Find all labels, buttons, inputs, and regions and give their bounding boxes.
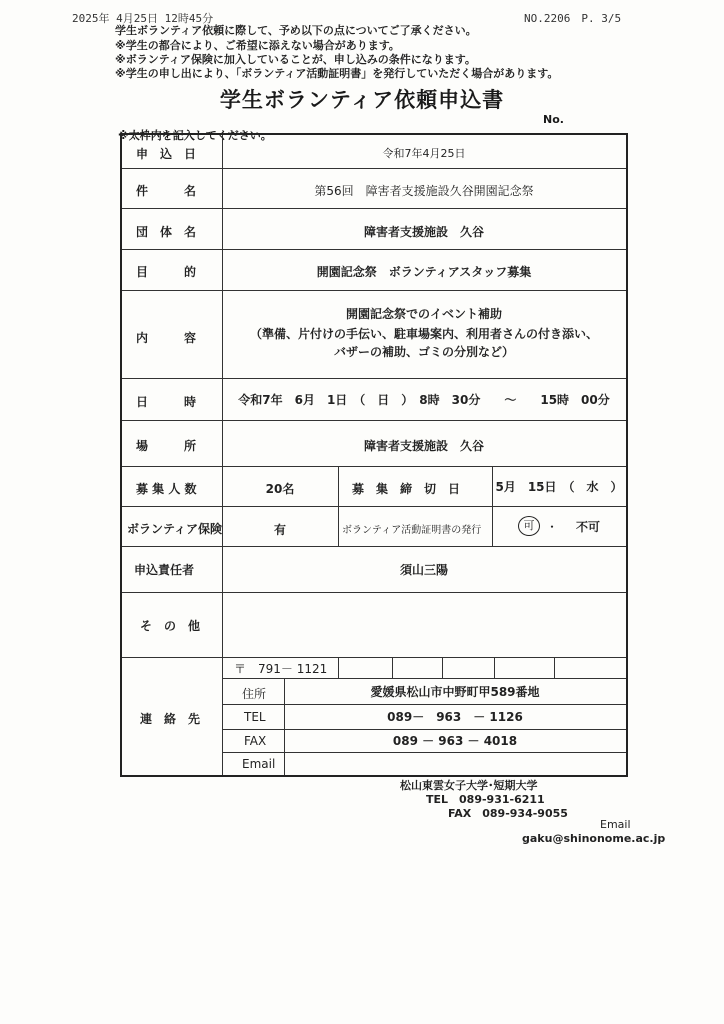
row-divider: [122, 657, 626, 658]
label-certificate: ボランティア活動証明書の発行: [342, 525, 482, 536]
note-line-1: ※学生の都合により、ご希望に添えない場合があります。: [115, 39, 400, 52]
value-responsible: 須山三陽: [399, 563, 448, 577]
value-purpose: 開園記念祭 ボランティアスタッフ募集: [316, 265, 532, 279]
postal-box: [338, 657, 339, 678]
value-recruit-count: 20名: [265, 482, 295, 496]
label-recruit-count: 募 集 人 数: [136, 482, 197, 496]
fax-page-number: NO.2206 P. 3/5: [524, 12, 622, 25]
form-title: 学生ボランティア依頼申込書: [219, 88, 505, 112]
instruction-text: ※太枠内を記入してください。: [118, 129, 272, 142]
row-divider: [122, 420, 626, 421]
value-organization: 障害者支援施設 久谷: [363, 225, 484, 239]
row-divider: [122, 168, 626, 169]
contact-divider: [222, 678, 626, 679]
contact-divider: [222, 752, 626, 753]
footer-email-label: Email: [600, 818, 631, 831]
row-divider: [122, 249, 626, 250]
cell-divider: [338, 466, 339, 546]
label-subject: 件 名: [136, 184, 197, 198]
row-divider: [122, 208, 626, 209]
label-content: 内 容: [136, 331, 197, 345]
postal-box: [392, 657, 393, 678]
number-label: No.: [543, 113, 564, 126]
value-fax: 089 － 963 － 4018: [392, 734, 518, 748]
value-content-line-1: 開園記念祭でのイベント補助: [345, 307, 502, 321]
label-tel: TEL: [244, 710, 266, 724]
label-other: そ の 他: [140, 619, 201, 633]
certificate-separator: ・: [545, 520, 558, 534]
label-organization: 団 体 名: [136, 225, 197, 239]
row-divider: [122, 378, 626, 379]
footer-fax: FAX 089-934-9055: [448, 807, 568, 820]
value-application-date: 令和7年4月25日: [382, 147, 466, 160]
fax-timestamp: 2025年 4月25日 12時45分: [72, 12, 214, 25]
postal-box: [494, 657, 495, 678]
value-content-line-2: （準備、片付けの手伝い、駐車場案内、利用者さんの付き添い、: [249, 327, 598, 341]
value-tel: 089－ 963 － 1126: [387, 710, 523, 724]
label-postal-code: 〒 791－ 1121: [234, 662, 328, 676]
value-deadline: 5月 15日 （ 水 ）: [495, 480, 623, 494]
label-address: 住所: [242, 687, 267, 701]
label-deadline: 募 集 締 切 日: [352, 482, 461, 496]
application-form: [120, 133, 628, 777]
postal-box: [554, 657, 555, 678]
label-responsible: 申込責任者: [134, 563, 195, 577]
row-divider: [122, 592, 626, 593]
label-application-date: 申 込 日: [136, 147, 197, 161]
postal-box: [442, 657, 443, 678]
footer-school-name: 松山東雲女子大学･短期大学: [400, 779, 538, 792]
value-content-line-3: バザーの補助、ゴミの分別など）: [333, 345, 514, 359]
note-line-2: ※ボランティア保険に加入していることが、申し込みの条件になります。: [115, 53, 476, 66]
footer-email: gaku@shinonome.ac.jp: [522, 832, 666, 845]
value-place: 障害者支援施設 久谷: [363, 439, 484, 453]
row-divider: [122, 290, 626, 291]
label-email: Email: [242, 757, 276, 771]
label-insurance: ボランティア保険: [127, 522, 223, 536]
label-purpose: 目 的: [136, 265, 197, 279]
value-subject: 第56回 障害者支援施設久谷開園記念祭: [314, 184, 534, 198]
certificate-option-ok-circled: 可: [518, 516, 540, 536]
label-fax: FAX: [244, 734, 267, 748]
label-datetime: 日 時: [136, 395, 197, 409]
row-divider: [122, 546, 626, 547]
value-datetime: 令和7年 6月 1日 （ 日 ） 8時 30分 ～ 15時 00分: [238, 393, 610, 407]
footer-tel: TEL 089-931-6211: [426, 793, 545, 806]
note-line-3: ※学生の申し出により、「ボランティア活動証明書」を発行していただく場合があります。: [115, 67, 559, 80]
label-place: 場 所: [136, 439, 197, 453]
note-intro: 学生ボランティア依頼に際して、予め以下の点についてご了承ください。: [115, 24, 477, 37]
contact-divider: [222, 729, 626, 730]
row-divider: [122, 466, 626, 467]
row-divider: [122, 506, 626, 507]
contact-divider: [222, 704, 626, 705]
label-contact: 連 絡 先: [140, 712, 201, 726]
certificate-option-ng: 不可: [575, 520, 600, 534]
value-insurance: 有: [273, 523, 286, 537]
value-address: 愛媛県松山市中野町甲589番地: [370, 685, 540, 699]
